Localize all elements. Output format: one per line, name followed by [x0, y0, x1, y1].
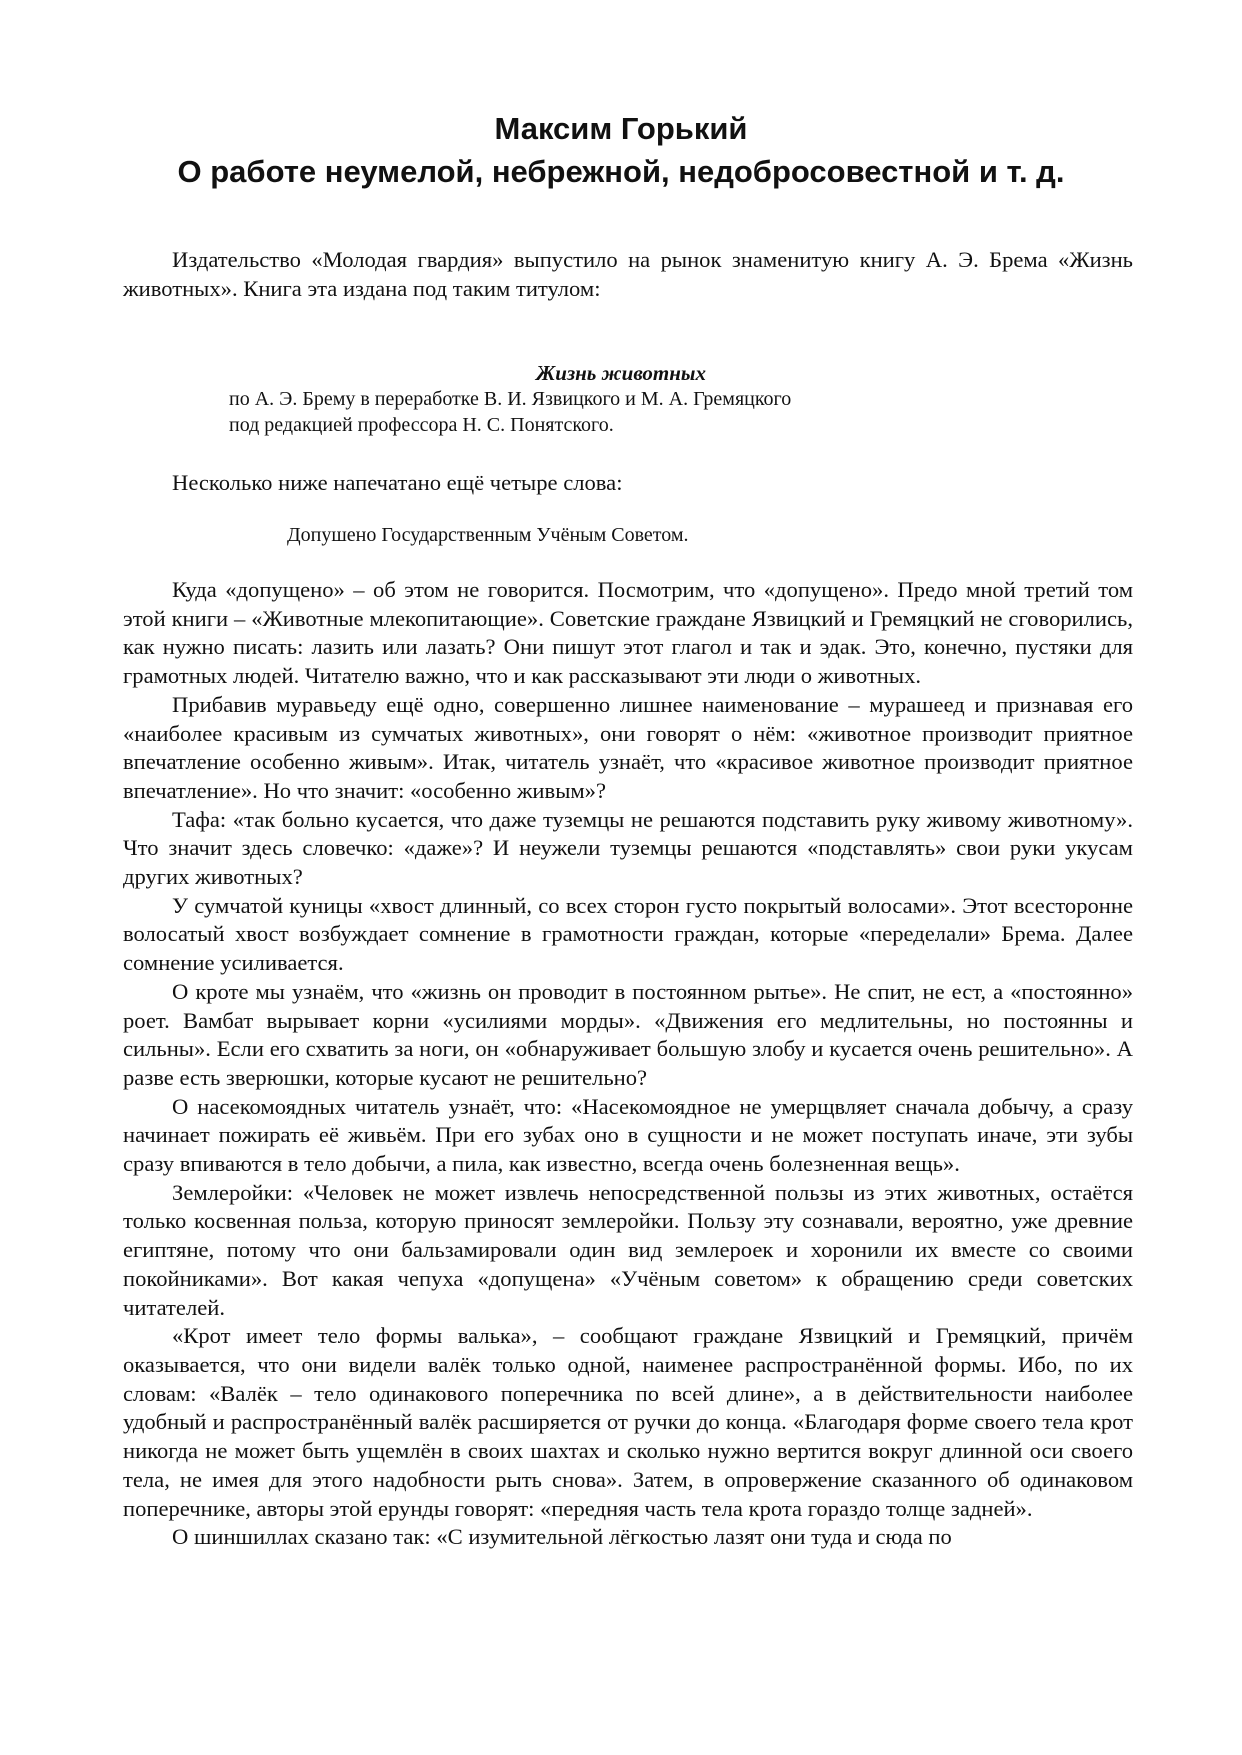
paragraph: О кроте мы узнаём, что «жизнь он проводит в постоянном рытье». Не спит, не ест, а «постоянно» роет. Вамбат вырывает корни «усилиями морды». «Движения его медлительны, но постоянны и сильны». Если его схватить за ноги, он «обнаруживает большую злобу и кусается очень решительно». А разве есть зверюшки, которые кусают не решительно?	[123, 978, 1133, 1090]
paragraph: «Крот имеет тело формы валька», – сообщают граждане Язвицкий и Гремяцкий, причём оказывается, что они видели валёк только одной, наименее распространённой формы. Ибо, по их словам: «Валёк – тело одинакового поперечника по всей длине», а в действительности наиболее удобный и распространённый валёк расширяется от ручки до конца. «Благодаря форме своего тела крот никогда не может быть ущемлён в своих шахтах и сколько нужно вертится вокруг длинной оси своего тела, не имея для этого надобности рыть снова». Затем, в опровержение сказанного об одинаковом поперечнике, авторы этой ерунды говорят: «передняя часть тела крота гораздо толще задней».	[123, 1323, 1133, 1521]
paragraph: Издательство «Молодая гвардия» выпустило на рынок знаменитую книгу А. Э. Брема «Жизнь животных». Книга эта издана под таким титулом:	[123, 247, 1133, 301]
body-text	[123, 576, 1133, 1552]
paragraph: У сумчатой куницы «хвост длинный, со всех сторон густо покрытый волосами». Этот всесторонне волосатый хвост возбуждает сомнение в грамотности граждан, которые «переделали» Брема. Далее сомнение усиливается.	[123, 892, 1133, 976]
paragraph: Несколько ниже напечатано ещё четыре слова:	[172, 470, 623, 495]
article-title: О работе неумелой, небрежной, недобросовестной и т. д.	[177, 154, 1065, 189]
paragraph: Куда «допущено» – об этом не говорится. Посмотрим, что «допущено». Предо мной третий том этой книги – «Животные млекопитающие». Советские граждане Язвицкий и Гремяцкий не сговорились, как нужно писать: лазить или лазать? Они пишут этот глагол и так и эдак. Это, конечно, пустяки для грамотных людей. Читателю важно, что и как рассказывают эти люди о животных.	[123, 577, 1133, 689]
author-heading: Максим Горький	[494, 111, 748, 146]
paragraph: Землеройки: «Человек не может извлечь непосредственной пользы из этих животных, остаётся только косвенная польза, которую приносят землеройки. Пользу эту сознавали, вероятно, уже древние египтяне, потому что они бальзамировали один вид землероек и хоронили их вместе со своими покойниками». Вот какая чепуха «допущена» «Учёным советом» к обращению среди советских читателей.	[123, 1179, 1133, 1320]
paragraph: О шиншиллах сказано так: «С изумительной лёгкостью лазят они туда и сюда по	[172, 1524, 952, 1550]
approval-note: Допушено Государственным Учёным Советом.	[287, 524, 689, 546]
quoted-book-title: Жизнь животных	[536, 361, 706, 385]
paragraph: О насекомоядных читатель узнаёт, что: «Насекомоядное не умерщвляет сначала добычу, а сразу начинает пожирать её живьём. При его зубах оно в сущности и не может поступать иначе, эти зубы сразу впиваются в тело добычи, а пила, как известно, всегда очень болезненная вещь».	[123, 1093, 1133, 1177]
paragraph: Прибавив муравьеду ещё одно, совершенно лишнее наименование – мурашеед и признавая его «наиболее красивым из сумчатых животных», они говорят о нём: «животное производит приятное впечатление особенно живым». Итак, читатель узнаёт, что «красивое животное производит приятное впечатление». Но что значит: «особенно живым»?	[123, 691, 1133, 803]
quoted-title-line: по А. Э. Брему в переработке В. И. Язвицкого и М. А. Гремяцкого	[229, 388, 792, 410]
quoted-title-line: под редакцией профессора Н. С. Понятского.	[229, 414, 614, 436]
intro-paragraph	[123, 246, 1133, 303]
paragraph: Тафа: «так больно кусается, что даже туземцы не решаются подставить руку живому животному». Что значит здесь словечко: «даже»? И неужели туземцы решаются «подставлять» свои руки укусам других животных?	[123, 806, 1133, 890]
